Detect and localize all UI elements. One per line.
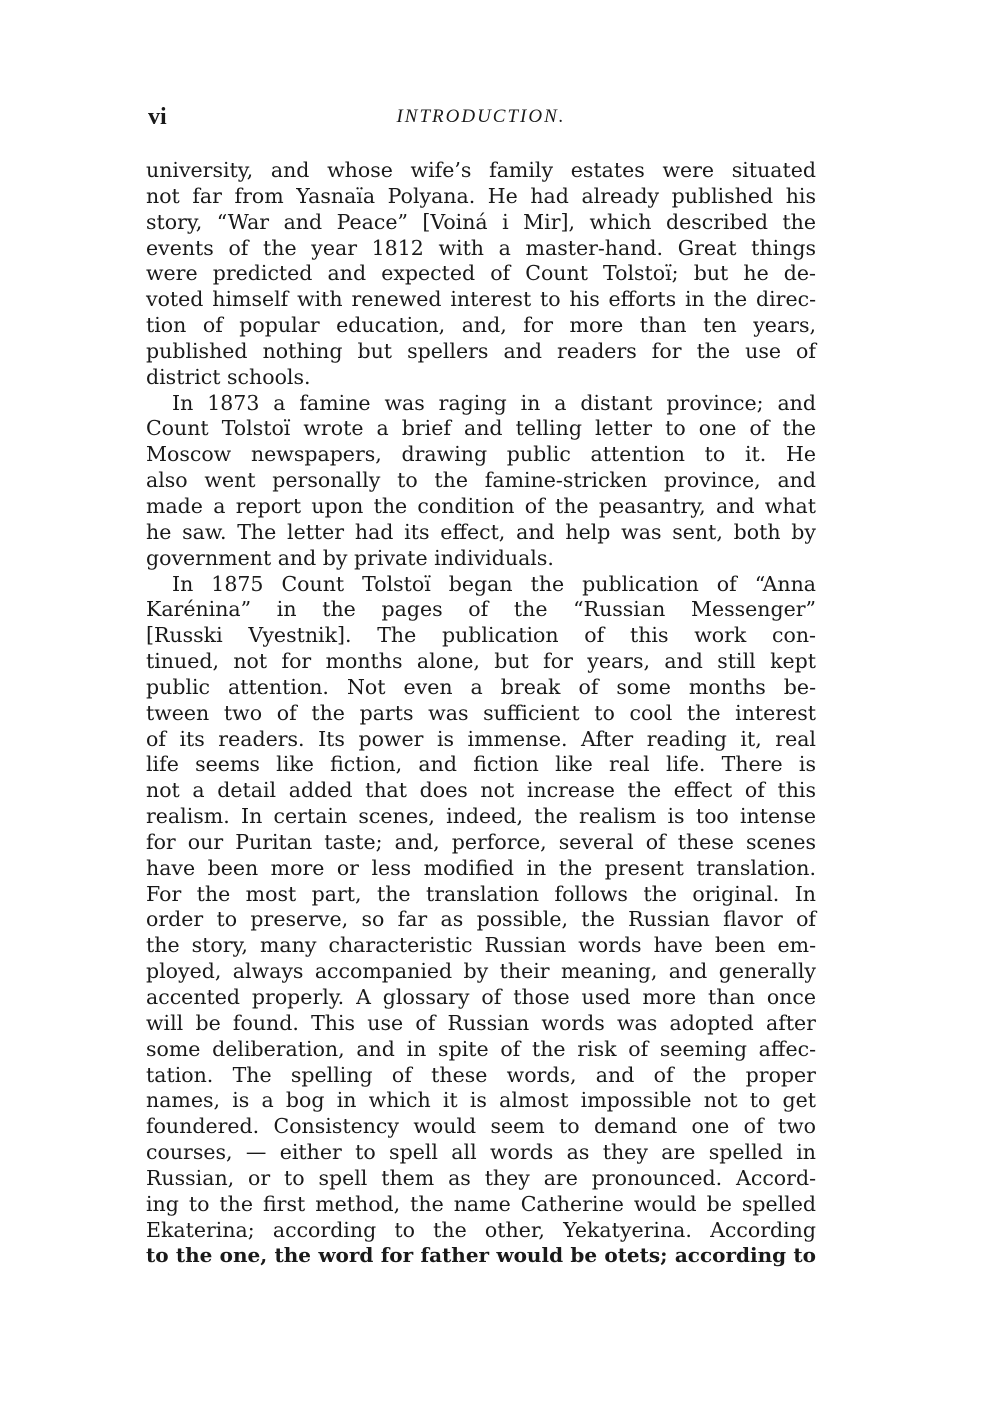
text-line: to the one, the word for father would be otets; according to [146,1243,816,1268]
text-line: Karénina” in the pages of the “Russian Messenger” [146,597,816,622]
text-line: For the most part, the translation follows the original. In [146,881,816,906]
text-line: some deliberation, and in spite of the risk of seeming affec- [146,1036,816,1061]
text-line: government and by private individuals. [146,545,554,570]
text-line: tion of popular education, and, for more than ten years, [146,313,816,338]
text-line: realism. In certain scenes, indeed, the realism is too intense [146,804,816,829]
text-line: story, “War and Peace” [Voiná i Mir], which described the [146,209,816,234]
body-text [146,158,816,1269]
text-line: of its readers. Its power is immense. After reading it, real [146,726,816,751]
text-line: Count Tolstoï wrote a brief and telling letter to one of the [146,416,816,441]
text-line: [Russki Vyestnik]. The publication of this work con- [146,623,816,648]
text-line: tation. The spelling of these words, and of the proper [146,1062,816,1087]
paragraph-first-line: In 1875 Count Tolstoï began the publication of “Anna [172,571,816,596]
text-line: made a report upon the condition of the peasantry, and what [146,493,816,518]
text-line: also went personally to the famine-stricken province, and [146,468,816,493]
text-line: the story, many characteristic Russian words have been em- [146,933,816,958]
page-number: vi [148,104,167,130]
text-line: names, is a bog in which it is almost impossible not to get [146,1088,816,1113]
text-line: foundered. Consistency would seem to demand one of two [146,1114,816,1139]
text-line: Ekaterina; according to the other, Yekatyerina. According [146,1217,816,1242]
text-line: university, and whose wife’s family estates were situated [146,158,816,182]
text-line: tinued, not for months alone, but for years, and still kept [146,649,816,674]
text-line: events of the year 1812 with a master-hand. Great things [146,235,816,260]
text-line: order to preserve, so far as possible, the Russian flavor of [146,907,816,932]
text-line: he saw. The letter had its effect, and help was sent, both by [146,519,816,544]
text-line: accented properly. A glossary of those used more than once [146,985,816,1009]
text-line: public attention. Not even a break of some months be- [146,674,816,699]
text-line: Russian, or to spell them as they are pronounced. Accord- [146,1165,816,1190]
text-line: for our Puritan taste; and, perforce, several of these scenes [146,829,816,854]
text-line: will be found. This use of Russian words was adopted after [146,1010,816,1035]
running-title: INTRODUCTION. [396,106,566,127]
text-line: voted himself with renewed interest to his efforts in the direc- [146,287,816,312]
text-line: were predicted and expected of Count Tolstoï; but he de- [146,261,816,286]
text-line: tween two of the parts was sufficient to cool the interest [146,700,816,725]
text-line: not a detail added that does not increase the effect of this [146,778,816,803]
text-line: have been more or less modified in the present translation. [146,855,816,880]
paragraph-first-line: In 1873 a famine was raging in a distant province; and [172,390,816,415]
text-line: not far from Yasnaïa Polyana. He had already published his [146,183,816,208]
text-line: district schools. [146,364,311,389]
text-line: Moscow newspapers, drawing public attention to it. He [146,442,816,467]
text-line: ployed, always accompanied by their meaning, and generally [146,959,816,984]
text-line: courses, — either to spell all words as they are spelled in [146,1140,816,1165]
text-line: ing to the first method, the name Catherine would be spelled [146,1191,816,1216]
running-head [146,104,816,134]
text-line: life seems like fiction, and fiction like real life. There is [146,752,816,777]
text-line: published nothing but spellers and readers for the use of [146,338,816,363]
